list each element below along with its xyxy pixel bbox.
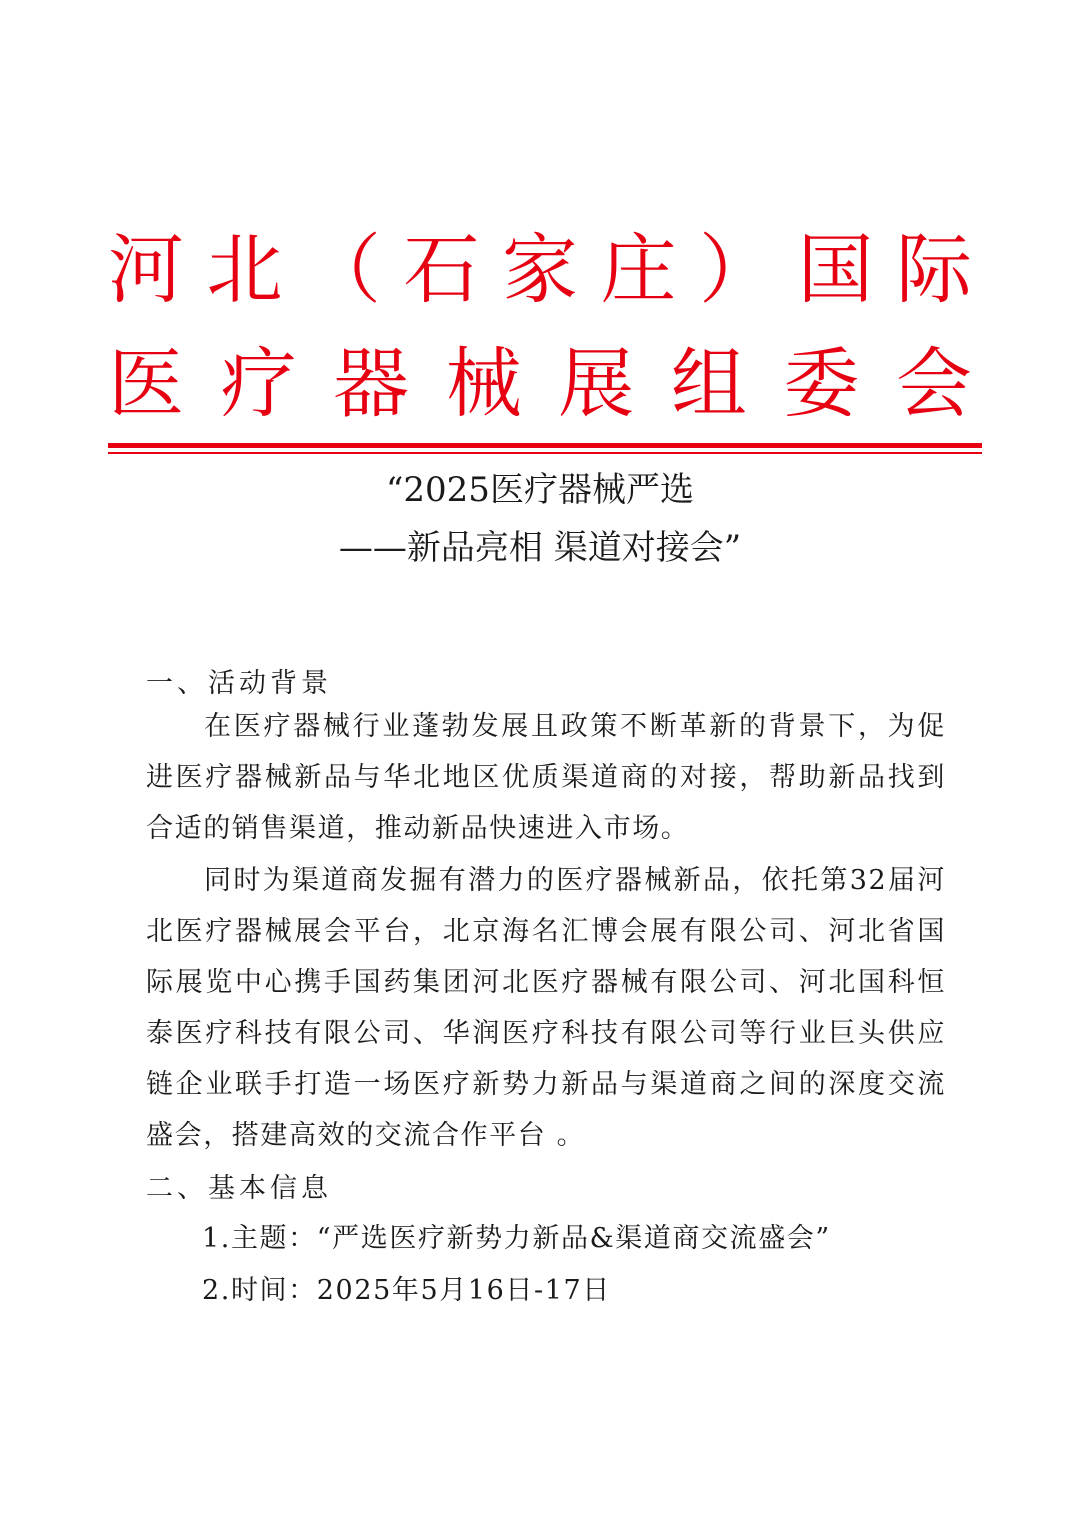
masthead-char: 河 xyxy=(108,225,184,314)
masthead-char: 会 xyxy=(895,339,972,428)
masthead-char: 委 xyxy=(783,339,860,428)
info-item-time: 2.时间：2025年5月16日-17日 xyxy=(202,1275,611,1306)
masthead-char: 家 xyxy=(502,225,578,314)
document-title-line-1: “2025医疗器械严选 xyxy=(386,470,694,510)
masthead-char: 组 xyxy=(670,339,747,428)
masthead-char: ） xyxy=(699,225,775,314)
paragraph-background-2: 同时为渠道商发掘有潜力的医疗器械新品，依托第32届河北医疗器械展会平台，北京海名汇博会展有限公司、河北省国际展览中心携手国药集团河北医疗器械有限公司、河北国科恒泰医疗科技有限公司、华润医疗科技有限公司等行业巨头供应链企业联手打造一场医疗新势力新品与渠道商之间的深度交流盛会，搭建高效的交流合作平台 。 xyxy=(146,865,946,1151)
masthead-line-2 xyxy=(108,339,972,428)
masthead-char: 国 xyxy=(797,225,874,314)
document-title-line-2: ——新品亮相 渠道对接会” xyxy=(338,528,742,568)
masthead-char: 械 xyxy=(445,339,522,428)
masthead-char: 疗 xyxy=(220,339,297,428)
masthead-divider-thin xyxy=(108,452,982,454)
info-item-theme: 1.主题：“严选医疗新势力新品&渠道商交流盛会” xyxy=(202,1223,831,1254)
masthead-divider-thick xyxy=(108,443,982,448)
masthead-char: （ xyxy=(305,225,381,314)
masthead-char: 医 xyxy=(108,339,184,428)
section-heading-background: 一、活动背景 xyxy=(146,668,332,699)
masthead-char: 器 xyxy=(333,339,410,428)
paragraph-background-1: 在医疗器械行业蓬勃发展且政策不断革新的背景下，为促进医疗器械新品与华北地区优质渠道商的对接，帮助新品找到合适的销售渠道，推动新品快速进入市场。 xyxy=(146,711,946,844)
masthead-line-1 xyxy=(108,225,972,314)
masthead-char: 石 xyxy=(403,225,480,314)
masthead-char: 北 xyxy=(206,225,283,314)
masthead-char: 际 xyxy=(896,225,972,314)
section-heading-basic-info: 二、基本信息 xyxy=(146,1173,332,1204)
masthead-char: 展 xyxy=(558,339,635,428)
masthead-char: 庄 xyxy=(600,225,677,314)
